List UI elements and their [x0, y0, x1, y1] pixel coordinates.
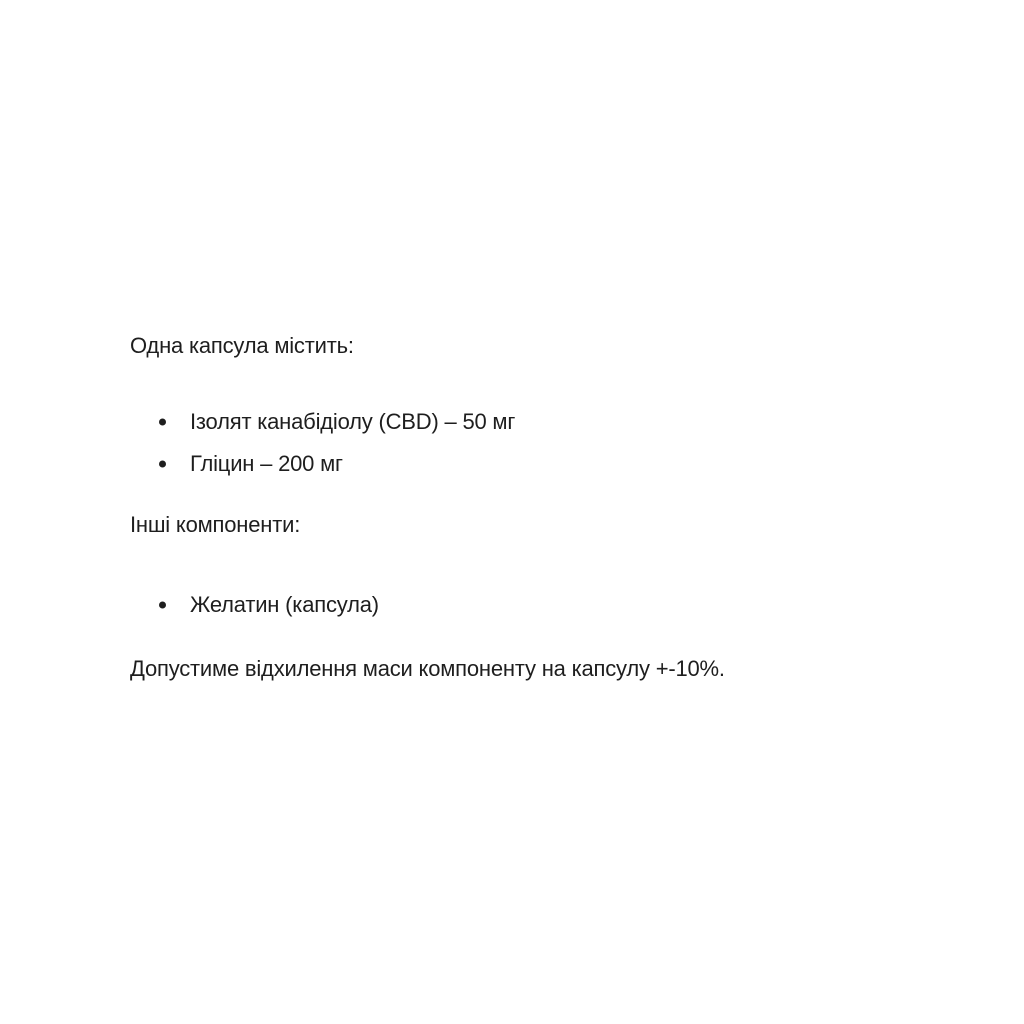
ingredient-list-main	[130, 401, 920, 485]
ingredient-text: Ізолят канабідіолу (CBD) – 50 мг	[190, 409, 516, 434]
list-item	[130, 584, 920, 626]
list-item	[130, 443, 920, 485]
bullet-icon	[159, 602, 166, 609]
section-label-other-components: Інші компоненти:	[130, 512, 301, 537]
ingredient-text: Гліцин – 200 мг	[190, 451, 343, 476]
tolerance-note: Допустиме відхилення маси компоненту на капсулу +-10%.	[130, 656, 725, 681]
ingredient-list-other	[130, 584, 920, 626]
product-description	[130, 331, 920, 684]
ingredient-text: Желатин (капсула)	[190, 592, 379, 617]
bullet-icon	[159, 419, 166, 426]
section-label-composition: Одна капсула містить:	[130, 333, 354, 358]
bullet-icon	[159, 461, 166, 468]
list-item	[130, 401, 920, 443]
